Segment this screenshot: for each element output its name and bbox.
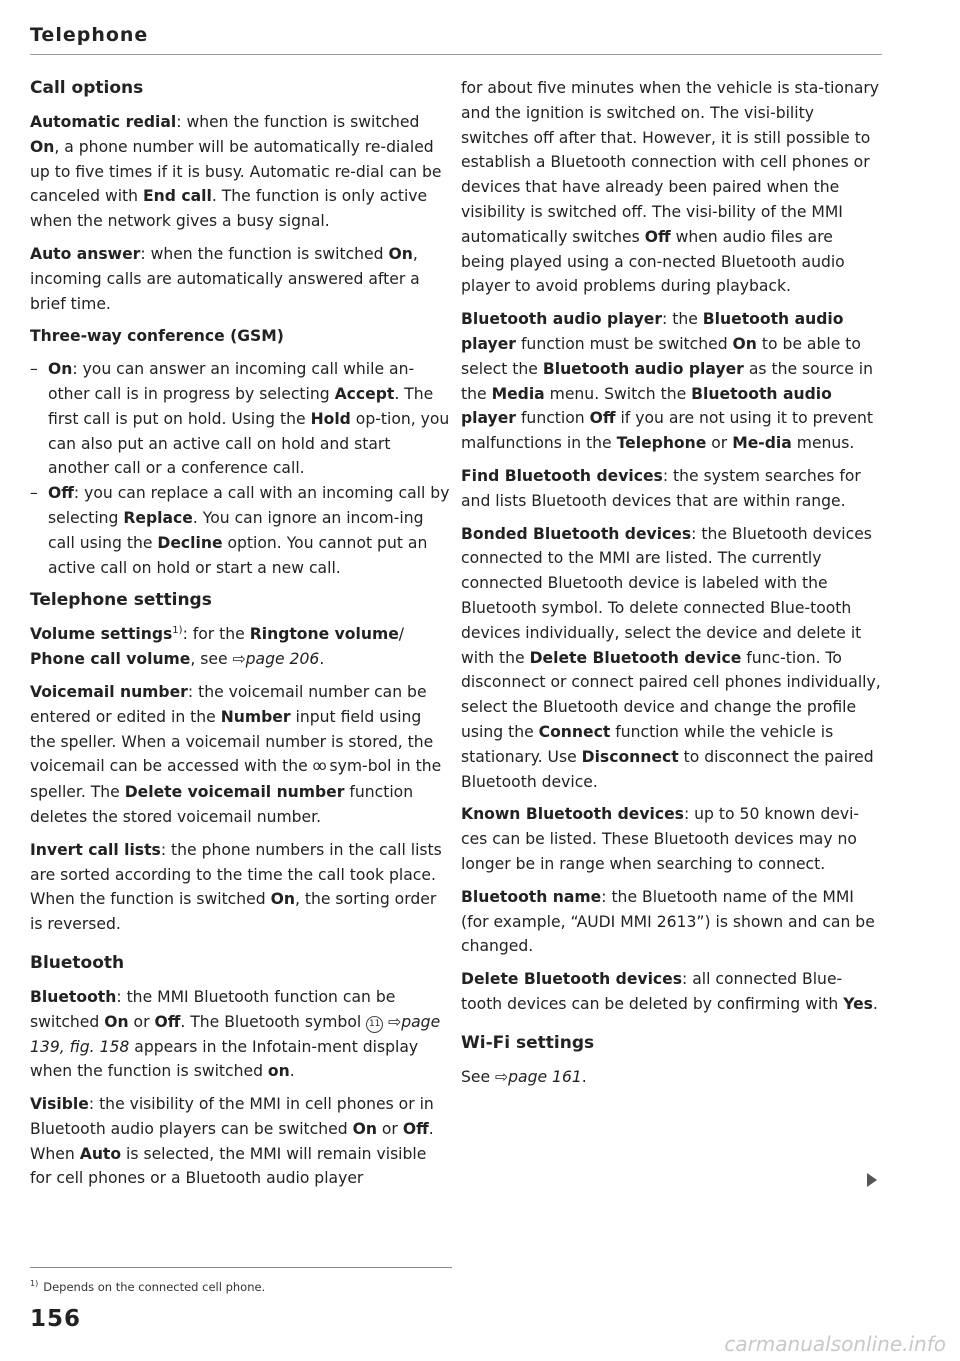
left-column xyxy=(30,76,450,1199)
arrow-right-icon: ⇨ xyxy=(495,1067,509,1086)
arrow-right-icon: ⇨ xyxy=(388,1012,402,1031)
page-reference-link[interactable]: page 161 xyxy=(508,1067,582,1086)
three-way-list xyxy=(30,357,450,580)
list-item: – Off: you can replace a call with an incoming call by selecting Replace. You can ignore an incom-ing call using the Decline option. You cannot put an active call on hold or start a new call. xyxy=(30,481,450,580)
bonded-devices-paragraph: Bonded Bluetooth devices: the Bluetooth devices connected to the MMI are listed. The currently connected Bluetooth device is labeled with the Bluetooth symbol. To delete connected Blue-tooth devices individually, select the device and delete it with the Delete Bluetooth device func-tion. To disconnect or connect paired cell phones individually, select the Bluetooth device and change the profile using the Connect function while the vehicle is stationary. Use Disconnect to disconnect the paired Bluetooth device. xyxy=(461,524,881,791)
footnote-divider xyxy=(30,1267,452,1268)
bluetooth-symbol-icon: 11 xyxy=(366,1016,383,1033)
three-way-heading: Three-way conference (GSM) xyxy=(30,327,284,346)
voicemail-icon: oo xyxy=(312,759,325,775)
page-reference-link[interactable]: page 139, fig. 158 xyxy=(30,1012,441,1056)
watermark: carmanualsonline.info xyxy=(724,1332,946,1356)
call-options-heading: Call options xyxy=(30,78,144,98)
volume-settings-paragraph: Volume settings$^{1)}$: for the Ringtone volume/ Phone call volume, see ⇨page 206. xyxy=(30,625,405,669)
visible-continued-paragraph: for about five minutes when the vehicle is sta-tionary and the ignition is switched on. The visi-bility switches off after that. However, it is still possible to establish a Bluetooth connection with cell phones or devices that have already been paired when the visibility is switched off. The visi-bility of the MMI automatically switches Off when audio files are being played using a con-nected Bluetooth audio player to avoid problems during playback. xyxy=(461,79,880,296)
right-column xyxy=(461,76,881,1097)
page-reference-link[interactable]: page 206 xyxy=(245,650,320,669)
arrow-right-icon: ⇨ xyxy=(232,650,246,669)
bluetooth-audio-player-paragraph: Bluetooth audio player: the Bluetooth audio player function must be switched On to be able to select the Bluetooth audio player as the source in the Media menu. Switch the Bluetooth audio player function Off if you are not using it to prevent malfunctions in the Telephone or Me-dia menus. xyxy=(461,310,873,453)
telephone-settings-heading: Telephone settings xyxy=(30,590,212,611)
section-title: Telephone xyxy=(30,24,149,46)
bluetooth-paragraph: Bluetooth: the MMI Bluetooth function can be switched On or Off. The Bluetooth symbol 11 ⇨page 139, fig. 158 appears in the Infotain-ment display when the function is switched on. xyxy=(30,987,441,1081)
bluetooth-name-paragraph: Bluetooth name: the Bluetooth name of the MMI (for example, “AUDI MMI 2613”) is shown and can be changed. xyxy=(461,887,875,956)
continue-arrow-icon xyxy=(867,1173,877,1187)
page-header xyxy=(30,24,882,55)
list-item: – On: you can answer an incoming call while an-other call is in progress by selecting Accept. The first call is put on hold. Using the Hold op-tion, you can also put an active call on hold and start another call or a conference call. xyxy=(30,357,450,481)
visible-paragraph: Visible: the visibility of the MMI in cell phones or in Bluetooth audio players can be switched On or Off. When Auto is selected, the MMI will remain visible for cell phones or a Bluetooth audio player xyxy=(30,1095,434,1188)
automatic-redial-paragraph: Automatic redial: when the function is switched On, a phone number will be automatically re-dialed up to five times if it is busy. Automatic re-dial can be canceled with End call. The function is only active when the network gives a busy signal. xyxy=(30,113,442,231)
wifi-see-paragraph: See ⇨page 161. xyxy=(461,1067,587,1086)
delete-devices-paragraph: Delete Bluetooth devices: all connected Blue-tooth devices can be deleted by confirming with Yes. xyxy=(461,970,878,1013)
header-rule xyxy=(30,54,882,55)
bluetooth-heading: Bluetooth xyxy=(30,952,125,973)
find-devices-paragraph: Find Bluetooth devices: the system searches for and lists Bluetooth devices that are within range. xyxy=(461,466,861,510)
voicemail-paragraph: Voicemail number: the voicemail number can be entered or edited in the Number input field using the speller. When a voicemail number is stored, the voicemail can be accessed with the oo sym-bol in the speller. The Delete voicemail number function deletes the stored voicemail number. xyxy=(30,682,442,826)
page-number: 156 xyxy=(30,1306,82,1332)
invert-call-lists-paragraph: Invert call lists: the phone numbers in the call lists are sorted according to the time the call took place. When the function is switched On, the sorting order is reversed. xyxy=(30,840,442,934)
auto-answer-paragraph: Auto answer: when the function is switched On, incoming calls are automatically answered after a brief time. xyxy=(30,244,420,313)
known-devices-paragraph: Known Bluetooth devices: up to 50 known devi-ces can be listed. These Bluetooth devices may no longer be in range when searching to connect. xyxy=(461,805,860,873)
footnote: $^{1)}$ Depends on the connected cell phone. xyxy=(30,1279,266,1294)
wifi-settings-heading: Wi-Fi settings xyxy=(461,1032,595,1053)
